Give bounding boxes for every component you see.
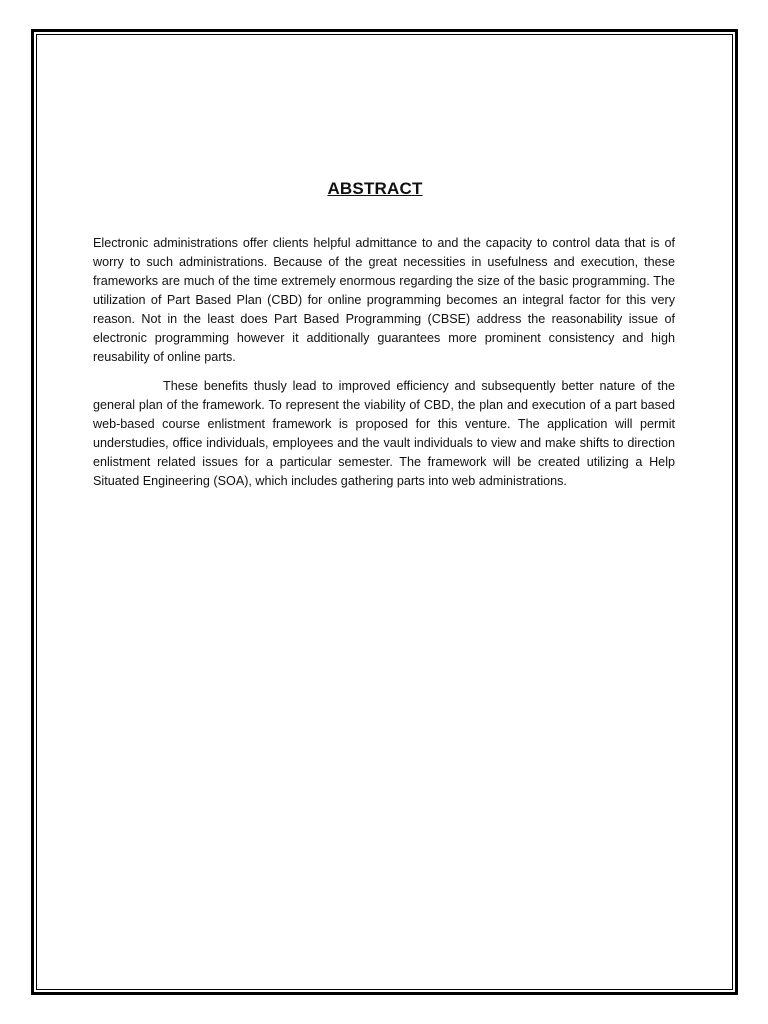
- abstract-paragraph-2: These benefits thusly lead to improved efficiency and subsequently better nature of the general plan of the framework. To represent the viability of CBD, the plan and execution of a part based web-based course enlistment framework is proposed for this venture. The application will permit understudies, office individuals, employees and the vault individuals to view and make shifts to direction enlistment related issues for a particular semester. The framework will be created utilizing a Help Situated Engineering (SOA), which includes gathering parts into web administrations.: [93, 379, 675, 488]
- page-border-inner: [36, 34, 733, 990]
- abstract-paragraph-1: Electronic administrations offer clients helpful admittance to and the capacity to control data that is of worry to such administrations. Because of the great necessities in usefulness and execution, these frameworks are much of the time extremely enormous regarding the size of the basic programming. The utilization of Part Based Plan (CBD) for online programming becomes an integral factor for this very reason. Not in the least does Part Based Programming (CBSE) address the reasonability issue of electronic programming however it additionally guarantees more prominent consistency and high reusability of online parts.: [93, 236, 675, 364]
- abstract-body: [93, 234, 675, 491]
- abstract-heading: ABSTRACT: [327, 179, 423, 198]
